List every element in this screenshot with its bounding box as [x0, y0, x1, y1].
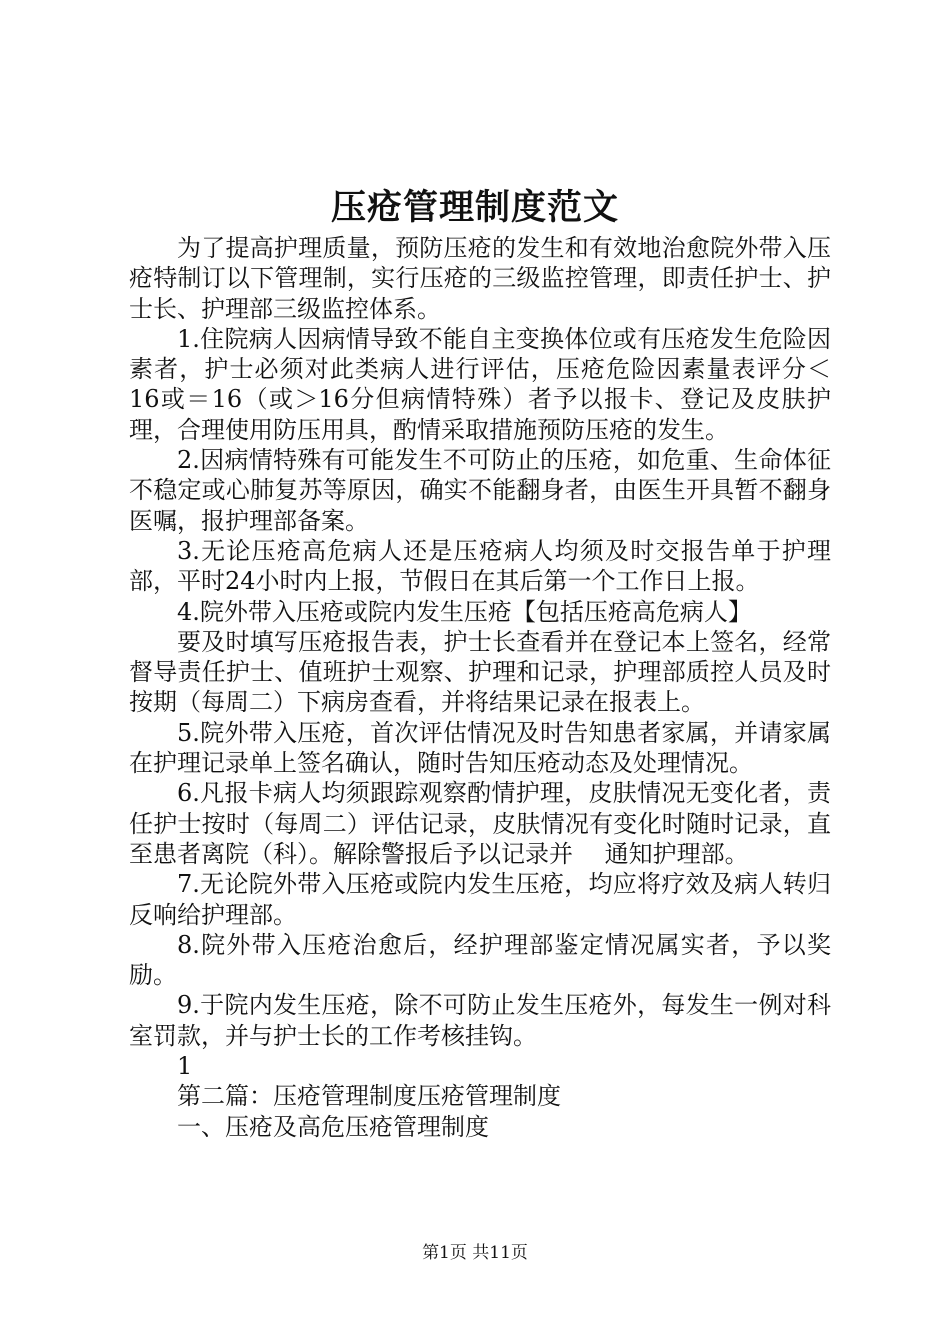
document-body	[129, 233, 831, 1142]
rule-6-paragraph: 6.凡报卡病人均须跟踪观察酌情护理，皮肤情况无变化者，责任护士按时（每周二）评估记录，皮肤情况有变化时随时记录，直至患者离院（科）。解除警报后予以记录并 通知护理部。	[129, 779, 831, 868]
page-footer: 第1页 共11页	[422, 1243, 528, 1263]
rule-5-paragraph: 5.院外带入压疮，首次评估情况及时告知患者家属，并请家属在护理记录单上签名确认，随时告知压疮动态及处理情况。	[129, 718, 831, 778]
rule-2-paragraph: 2.因病情特殊有可能发生不可防止的压疮，如危重、生命体征不稳定或心肺复苏等原因，确实不能翻身者，由医生开具暂不翻身医嘱，报护理部备案。	[129, 446, 831, 535]
subsection-heading: 一、压疮及高危压疮管理制度	[177, 1112, 489, 1141]
document-title: 压疮管理制度范文	[330, 187, 619, 228]
rule-1-paragraph: 1.住院病人因病情导致不能自主变换体位或有压疮发生危险因素者，护士必须对此类病人进行评估，压疮危险因素量表评分＜16或＝16（或＞16分但病情特殊）者予以报卡、登记及皮肤护理，合理使用防压用具，酌情采取措施预防压疮的发生。	[129, 324, 831, 444]
rule-3-paragraph: 3.无论压疮高危病人还是压疮病人均须及时交报告单于护理部，平时24小时内上报，节假日在其后第一个工作日上报。	[129, 536, 831, 596]
rule-4-continuation-paragraph: 要及时填写压疮报告表，护士长查看并在登记本上签名，经常督导责任护士、值班护士观察、护理和记录，护理部质控人员及时按期（每周二）下病房查看，并将结果记录在报表上。	[129, 627, 831, 717]
second-part-heading: 第二篇：压疮管理制度压疮管理制度	[177, 1082, 561, 1111]
section-number: 1	[177, 1052, 193, 1081]
rule-7-paragraph: 7.无论院外带入压疮或院内发生压疮，均应将疗效及病人转归反响给护理部。	[129, 870, 831, 929]
rule-9-paragraph: 9.于院内发生压疮，除不可防止发生压疮外，每发生一例对科室罚款，并与护士长的工作考核挂钩。	[129, 991, 831, 1050]
rule-4-paragraph: 4.院外带入压疮或院内发生压疮【包括压疮高危病人】	[177, 597, 752, 626]
rule-8-paragraph: 8.院外带入压疮治愈后，经护理部鉴定情况属实者，予以奖励。	[129, 930, 831, 990]
intro-paragraph: 为了提高护理质量，预防压疮的发生和有效地治愈院外带入压疮特制订以下管理制，实行压疮的三级监控管理，即责任护士、护士长、护理部三级监控体系。	[129, 234, 831, 323]
